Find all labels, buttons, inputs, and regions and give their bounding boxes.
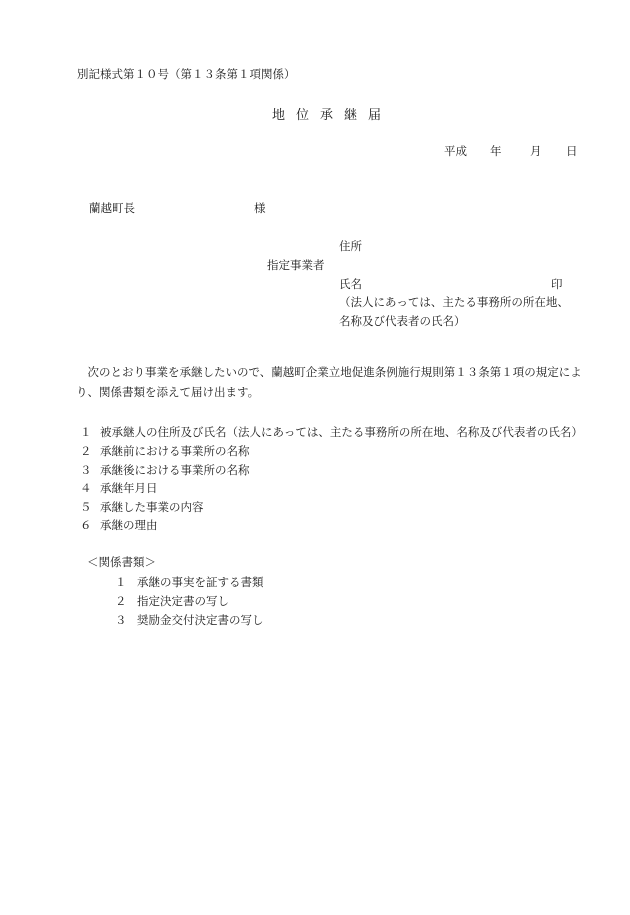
body-paragraph: 次のとおり事業を承継したいので、蘭越町企業立地促進条例施行規則第１３条第１項の規定により、関係書類を添えて届け出ます。 <box>76 365 582 399</box>
form-number: 別記様式第１０号（第１３条第１項関係） <box>77 67 296 81</box>
date-day: 日 <box>566 144 578 158</box>
list-item <box>80 462 250 478</box>
list-item-number: ４ <box>80 481 92 495</box>
list-item-text: 承継の理由 <box>100 518 158 532</box>
list-item-number: ６ <box>80 518 92 532</box>
related-document-item <box>115 574 264 590</box>
addressee-name: 蘭越町長 <box>89 201 135 215</box>
list-item-number: ３ <box>80 463 92 477</box>
list-item-text: 承継後における事業所の名称 <box>100 463 250 477</box>
related-document-number: １ <box>115 575 127 589</box>
related-document-item <box>115 593 229 609</box>
list-item-text: 承継した事業の内容 <box>100 500 204 514</box>
list-item-text: 承継年月日 <box>100 481 158 495</box>
related-document-number: ２ <box>115 594 127 608</box>
related-document-item <box>115 612 264 628</box>
addressee-honorific: 様 <box>254 201 266 215</box>
date-month: 月 <box>530 144 542 158</box>
seal-mark: 印 <box>551 277 563 291</box>
related-document-text: 奨励金交付決定書の写し <box>137 613 264 627</box>
list-item-number: ５ <box>80 500 92 514</box>
related-document-text: 指定決定書の写し <box>137 594 229 608</box>
address-label: 住所 <box>339 239 362 253</box>
list-item <box>80 424 583 440</box>
related-document-text: 承継の事実を証する書類 <box>137 575 264 589</box>
corporate-note-line2: 名称及び代表者の氏名） <box>339 314 466 328</box>
list-item-number: １ <box>80 425 92 439</box>
related-documents-heading: ＜関係書類＞ <box>87 555 156 569</box>
related-document-number: ３ <box>115 613 127 627</box>
list-item <box>80 443 250 459</box>
designated-operator-label: 指定事業者 <box>267 258 325 272</box>
corporate-note-line1: （法人にあっては、主たる事務所の所在地、 <box>339 295 569 309</box>
list-item <box>80 499 204 515</box>
list-item-text: 承継前における事業所の名称 <box>100 444 250 458</box>
list-item-text: 被承継人の住所及び氏名（法人にあっては、主たる事務所の所在地、名称及び代表者の氏名） <box>100 425 583 439</box>
name-label: 氏名 <box>339 277 362 291</box>
date-era: 平成 <box>444 144 467 158</box>
document-title: 地位承継届 <box>272 108 393 123</box>
date-line <box>444 143 578 159</box>
list-item <box>80 517 158 533</box>
list-item-number: ２ <box>80 444 92 458</box>
date-year: 年 <box>490 144 502 158</box>
list-item <box>80 480 158 496</box>
